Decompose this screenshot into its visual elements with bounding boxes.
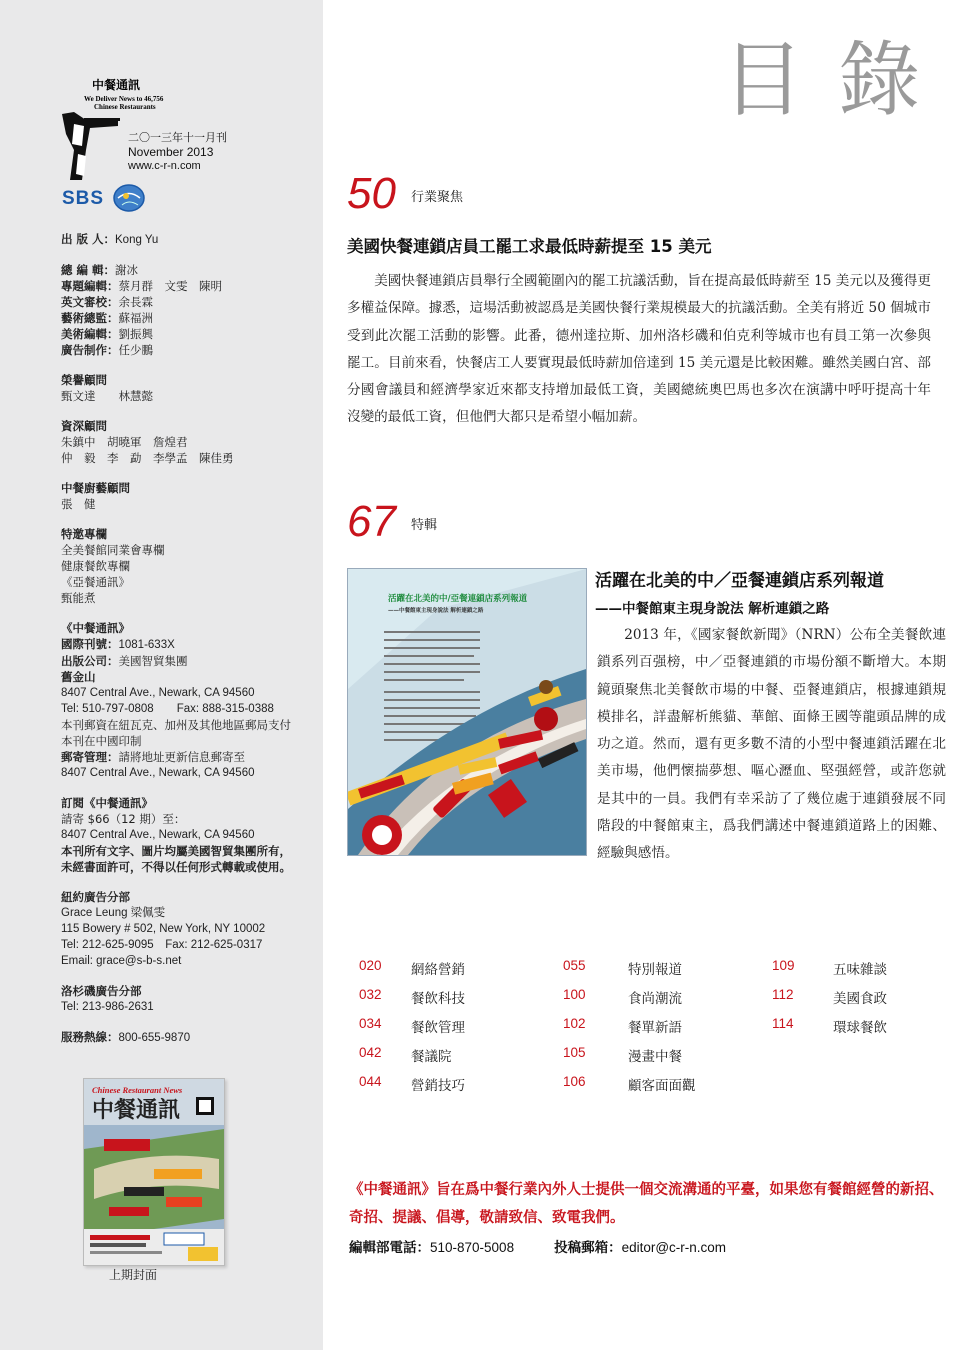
issue-date-en: November 2013 [128,145,214,159]
postage-note: 本刊郵資在紐瓦克、加州及其他地區郵局支付 [61,718,291,732]
ny-tel: Tel: 212-625-9095 Fax: 212-625-0317 [61,939,263,951]
ny-address: 115 Bowery # 502, New York, NY 10002 [61,923,266,935]
issn-row: 國際刊號：1081-633X [61,637,175,651]
editorial-group [61,262,319,358]
feature-subtitle: ——中餐館東主現身說法 解析連鎖之路 [595,601,830,617]
feature-image-subtitle: ——中餐館東主現身說法 解析連鎖之路 [388,608,484,614]
email-label: 投稿郵箱： [554,1240,622,1256]
logo-tagline: We Deliver News to 46,756 [84,95,164,103]
editorial-contact [349,1236,726,1256]
feature-title[interactable]: 活躍在北美的中／亞餐連鎖店系列報道 [595,571,884,591]
section-heading: 《中餐通訊》 [61,621,130,635]
copyright-note-2: 未經書面許可，不得以任何形式轉載或使用。 [61,860,291,874]
column-item: 《亞餐通訊》 [61,575,130,589]
chef-name: 張 健 [61,497,96,511]
sf-heading: 舊金山 [61,670,96,684]
staff-row: 廣告制作：任少鵬 [61,343,153,357]
la-tel: Tel: 213-986-2631 [61,1001,154,1013]
section-heading: 榮譽顧問 [61,373,107,387]
senior-group [61,418,319,466]
hotline-group [61,1029,319,1046]
column-item: 全美餐館同業會專欄 [61,543,165,557]
section-heading: 洛杉磯廣告分部 [61,984,142,998]
sbs-logo [60,183,156,217]
phone-number: 510-870-5008 [430,1240,515,1255]
tel-fax: Tel: 510-797-0808 Fax: 888-315-0388 [61,703,274,715]
mail-address: 8407 Central Ave., Newark, CA 94560 [61,767,255,779]
globe-icon [112,183,146,213]
waiter-icon [56,110,126,184]
mail-row: 郵寄管理：請將地址更新信息郵寄至 [61,750,245,764]
section-heading: 紐約廣告分部 [61,890,130,904]
staff-row: 專題編輯：蔡月群 文雯 陳明 [61,279,222,293]
staff-row: 藝術總監：蘇福洲 [61,311,153,325]
website-url[interactable]: www.c-r-n.com [128,160,201,172]
feature-label: 特輯 [411,518,438,533]
cover-image [84,1079,224,1265]
address: 8407 Central Ave., Newark, CA 94560 [61,687,255,699]
staff-row: 美術編輯：劉振興 [61,327,153,341]
staff-row: 總 編 輯：謝冰 [61,263,139,277]
publisher-company-row: 出版公司：美國智貿集團 [61,654,188,668]
publication-group [61,620,319,781]
phone-label: 編輯部電話： [349,1240,430,1256]
subscribe-text: 請寄 $66（12 期）至： [61,812,186,826]
article-headline[interactable]: 美國快餐連鎖店員工罷工求最低時薪提至 15 美元 [347,237,712,256]
column-item: 健康餐飲專欄 [61,559,130,573]
staff-credits [61,231,319,1046]
issue-date-cn: 二〇一三年十一月刊 [128,131,227,144]
hotline-number: 800-655-9870 [118,1032,191,1044]
logo-tagline-2: Chinese Restaurants [94,103,156,111]
sbs-logo-text: SBS [62,188,105,209]
senior-names: 朱鎮中 胡曉軍 詹煌君 [61,435,188,449]
columns-group [61,526,319,606]
ny-email[interactable]: Email: grace@s-b-s.net [61,955,182,967]
senior-names-2: 仲 毅 李 勐 李學孟 陳佳勇 [61,451,234,465]
feature-body: 2013 年，《國家餐飲新聞》（NRN）公布全美餐飲連鎖系列百强榜，中／亞餐連鎖的市場份額不斷增大。本期鏡頭聚焦北美餐飲市場的中餐、亞餐連鎖店，根據連鎖規模排名，詳盡解析熊貓、華館、面條王國等龍頭品牌的成功之道。然而，還有更多數不清的小型中餐連鎖活躍在北美市場，他們懷揣夢想、嘔心瀝血、堅强經營，或許您就是其中的一員。我們有幸采訪了了幾位處于連鎖發展不同階段的中餐館東主，爲我們講述中餐連鎖道路上的困難、經驗與感悟。 [597,627,946,862]
promo-text: 《中餐通訊》旨在爲中餐行業內外人士提供一個交流溝通的平臺，如果您有餐館經營的新招、奇招、提議、倡導，敬請致信、致電我們。 [349,1181,944,1226]
section-heading: 特邀專欄 [61,527,107,541]
printed-note: 本刊在中國印制 [61,734,142,748]
ny-ads-group [61,889,319,969]
section-heading: 中餐廚藝顧問 [61,481,130,495]
feature-page-number: 67 [347,497,396,546]
article-body: 美國快餐連鎖店員舉行全國範圍內的罷工抗議活動，旨在提高最低時薪至 15 美元以及獲得更多權益保障。據悉，這場活動被認爲是美國快餐行業規模最大的抗議活動。全美有將近 50 個城市受到此次罷工活動的影響。此番，德州達拉斯、加州洛杉磯和伯克利等城市也有員工第一次參與罷工。目前來看，快餐店工人要實現最低時薪加倍達到 15 美元還是比較困難。雖然美國白宮、部分國會議員和經濟學家近來都支持增加最低工資，美國總統奧巴馬也多次在演講中呼吁提高十年沒變的最低工資，但他們大都只是希望小幅加薪。 [347,273,931,426]
previous-cover[interactable] [83,1078,225,1266]
section-heading: 資深顧問 [61,419,107,433]
chef-group [61,480,319,512]
cover-title-en: Chinese Restaurant News [92,1085,183,1095]
feature-image[interactable] [347,568,587,856]
copyright-note: 本刊所有文字、圖片均屬美國智貿集團所有， [61,844,291,858]
subscribe-group [61,795,319,875]
honorary-names: 甄文達 林慧懿 [61,389,153,403]
section-label: 行業聚焦 [411,190,464,205]
cover-caption: 上期封面 [109,1268,158,1282]
feature-illustration [348,569,586,855]
page-title: 目 錄 [722,33,925,128]
section-heading: 訂閱《中餐通訊》 [61,796,153,810]
logo-title: 中餐通訊 [92,78,141,92]
ny-contact-name: Grace Leung 梁佩雯 [61,907,166,919]
subscribe-address: 8407 Central Ave., Newark, CA 94560 [61,829,255,841]
publisher-row: 出 版 人：Kong Yu [61,232,159,246]
hotline-label: 服務熱線： [61,1030,119,1044]
cover-title-cn: 中餐通訊 [92,1097,181,1123]
section-page-number: 50 [347,169,396,218]
email-address[interactable]: editor@c-r-n.com [621,1240,727,1255]
masthead-logo [56,76,246,188]
honorary-group [61,372,319,404]
column-item: 甄能煮 [61,591,96,605]
staff-row: 英文審校：余長霖 [61,295,153,309]
la-ads-group [61,983,319,1015]
feature-image-title: 活躍在北美的中/亞餐連鎖店系列報道 [388,594,528,604]
